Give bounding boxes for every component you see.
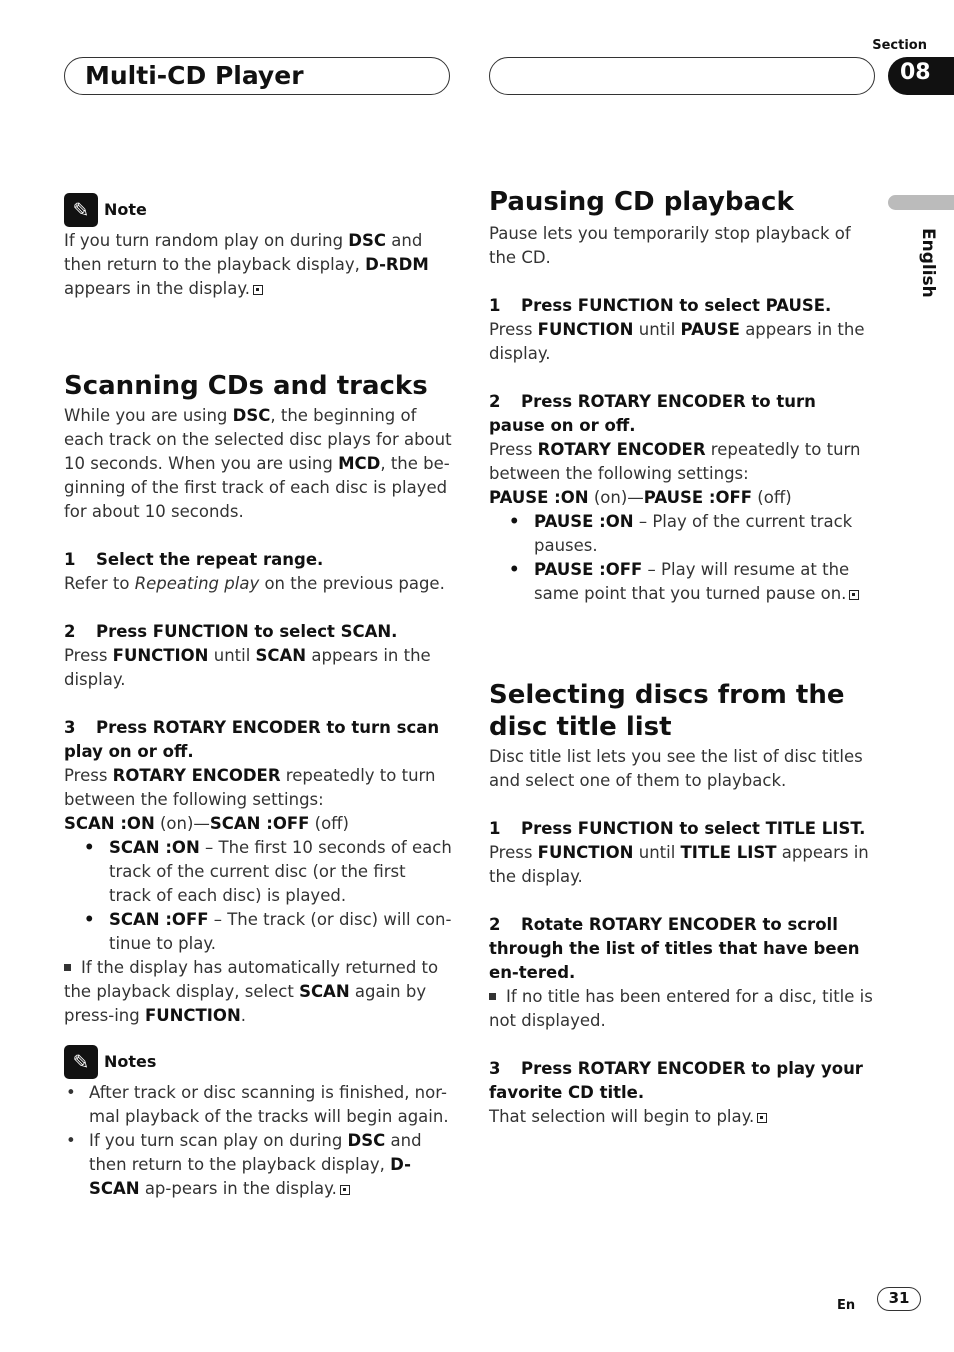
- notes-header: [64, 1045, 452, 1079]
- note-header: [64, 193, 452, 227]
- notes-heading: Notes: [104, 1052, 157, 1071]
- right-column: [489, 186, 877, 1129]
- scanning-intro: While you are using DSC, the beginning of each track on the selected disc plays for about 10 seconds. When you are using MCD, the be-ginning of the first track of each disc is played for about 10 seconds.: [64, 406, 452, 521]
- list-item: • PAUSE :OFF – Play will resume at the same point that you turned pause on.: [489, 558, 877, 606]
- pause-settings-list: [489, 510, 877, 606]
- language-tab-label: English: [918, 228, 938, 298]
- list-item: • SCAN :ON – The first 10 seconds of each track of the current disc (or the first track of each disc) is played.: [64, 836, 452, 908]
- select-step-1-heading: 1 Press FUNCTION to select TITLE LIST.: [489, 819, 866, 838]
- heading-selecting: Selecting discs from the disc title list: [489, 680, 845, 742]
- list-item: • If you turn scan play on during DSC and then return to the playback display, D-SCAN ap-pears in the display.: [64, 1129, 452, 1201]
- pause-step-2-text: Press ROTARY ENCODER repeatedly to turn between the following settings:: [489, 440, 861, 483]
- pencil-note-icon: ✎: [64, 1045, 98, 1079]
- list-item: • PAUSE :ON – Play of the current track pauses.: [489, 510, 877, 558]
- select-step-3-heading: 3 Press ROTARY ENCODER to play your favorite CD title.: [489, 1059, 863, 1102]
- heading-pausing: Pausing CD playback: [489, 187, 794, 217]
- pause-step-1-text: Press FUNCTION until PAUSE appears in the display.: [489, 320, 865, 363]
- scan-settings: SCAN :ON (on)—SCAN :OFF (off): [64, 814, 349, 833]
- scan-step-1-heading: 1 Select the repeat range.: [64, 550, 324, 569]
- language-code: En: [837, 1298, 856, 1313]
- end-mark-icon: [757, 1113, 767, 1123]
- end-mark-icon: [849, 590, 859, 600]
- selecting-intro: Disc title list lets you see the list of disc titles and select one of them to playback.: [489, 747, 863, 790]
- section-number-badge: 08: [888, 57, 954, 95]
- end-mark-icon: [253, 285, 263, 295]
- pause-settings: PAUSE :ON (on)—PAUSE :OFF (off): [489, 488, 792, 507]
- scan-step-1-text: Refer to Repeating play on the previous page.: [64, 574, 445, 593]
- square-bullet-icon: [489, 993, 496, 1000]
- pause-step-1-heading: 1 Press FUNCTION to select PAUSE.: [489, 296, 832, 315]
- pausing-intro: Pause lets you temporarily stop playback of the CD.: [489, 224, 851, 267]
- list-item: • After track or disc scanning is finished, nor-mal playback of the tracks will begin again.: [64, 1081, 452, 1129]
- page-number: 31: [877, 1287, 921, 1311]
- square-bullet-icon: [64, 964, 71, 971]
- list-item: • SCAN :OFF – The track (or disc) will con-tinue to play.: [64, 908, 452, 956]
- language-tab-bar: [888, 195, 954, 210]
- left-column: [64, 193, 452, 1201]
- select-step-1-text: Press FUNCTION until TITLE LIST appears in the display.: [489, 843, 869, 886]
- notes-list: [64, 1081, 452, 1201]
- pencil-note-icon: ✎: [64, 193, 98, 227]
- header-blank-pill: [489, 57, 875, 95]
- section-title-pill: [64, 57, 450, 95]
- select-step-3-text: That selection will begin to play.: [489, 1105, 877, 1129]
- section-label: Section: [872, 38, 927, 53]
- section-title: Multi-CD Player: [85, 61, 304, 90]
- scan-tip: If the display has automatically returned to the playback display, select SCAN again by press-ing FUNCTION.: [64, 958, 439, 1025]
- note-text: If you turn random play on during DSC and then return to the playback display, D-RDM appears in the display.: [64, 231, 429, 298]
- select-step-2-heading: 2 Rotate ROTARY ENCODER to scroll through the list of titles that have been en-tered.: [489, 915, 860, 982]
- note-heading: Note: [104, 200, 147, 219]
- scan-step-2-heading: 2 Press FUNCTION to select SCAN.: [64, 622, 398, 641]
- scan-step-2-text: Press FUNCTION until SCAN appears in the display.: [64, 646, 431, 689]
- scan-step-3-heading: 3 Press ROTARY ENCODER to turn scan play on or off.: [64, 718, 440, 761]
- scan-step-3-text: Press ROTARY ENCODER repeatedly to turn between the following settings:: [64, 766, 436, 809]
- select-step-2-tip: If no title has been entered for a disc, title is not displayed.: [489, 987, 873, 1030]
- end-mark-icon: [340, 1185, 350, 1195]
- heading-scanning: Scanning CDs and tracks: [64, 371, 428, 401]
- scan-settings-list: [64, 836, 452, 956]
- pause-step-2-heading: 2 Press ROTARY ENCODER to turn pause on or off.: [489, 392, 816, 435]
